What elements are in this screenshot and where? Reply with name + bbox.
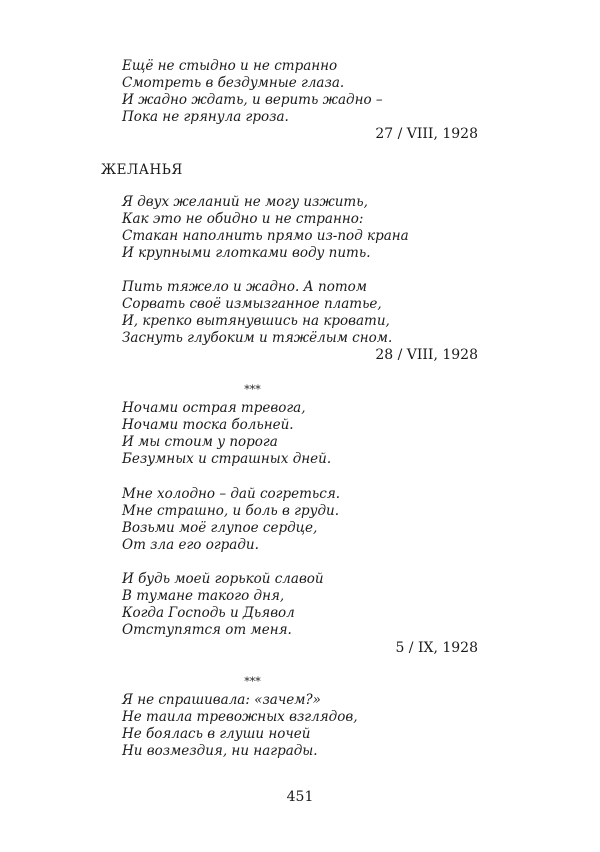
poem4-line: Не боялась в глуши ночей xyxy=(122,726,311,742)
poem2-line: И, крепко вытянувшись на кровати, xyxy=(122,313,390,329)
poem3-line: Когда Господь и Дьявол xyxy=(122,605,295,621)
poem2-line: Заснуть глубоким и тяжёлым сном. xyxy=(122,330,393,346)
poem1-date: 27 / VIII, 1928 xyxy=(375,126,478,142)
poem2-line: Сорвать своё измызганное платье, xyxy=(122,296,382,312)
poem3-line: Мне холодно – дай согреться. xyxy=(122,486,341,502)
poem3-date: 5 / IX, 1928 xyxy=(395,640,478,656)
page-number: 451 xyxy=(286,789,314,805)
poem3-line: Возьми моё глупое сердце, xyxy=(122,520,318,536)
poem4-separator: *** xyxy=(244,675,261,688)
poem3-line: Ночами острая тревога, xyxy=(122,400,306,416)
poem3-line: От зла его огради. xyxy=(122,537,259,553)
poem2-line: Стакан наполнить прямо из-под крана xyxy=(122,228,409,244)
poem3-line: Отступятся от меня. xyxy=(122,622,292,638)
poem2-line: Как это не обидно и не странно: xyxy=(122,211,364,227)
poem2-line: И крупными глотками воду пить. xyxy=(122,245,371,261)
poem2-title: ЖЕЛАНЬЯ xyxy=(101,162,183,178)
poem3-line: В тумане такого дня, xyxy=(122,588,285,604)
poem4-line: Ни возмездия, ни награды. xyxy=(122,743,318,759)
poem1-line: Ещё не стыдно и не странно xyxy=(122,58,338,74)
poem4-line: Я не спрашивала: «зачем?» xyxy=(122,692,321,708)
poem3-line: Мне страшно, и боль в груди. xyxy=(122,503,340,519)
poem1-line: Пока не грянула гроза. xyxy=(122,109,289,125)
poem3-line: И мы стоим у порога xyxy=(122,434,278,450)
poem3-separator: *** xyxy=(244,383,261,396)
poem2-line: Пить тяжело и жадно. А потом xyxy=(122,279,367,295)
poem3-line: И будь моей горькой славой xyxy=(122,571,324,587)
poem2-line: Я двух желаний не могу изжить, xyxy=(122,194,368,210)
poem3-line: Безумных и страшных дней. xyxy=(122,451,332,467)
poem1-line: Смотреть в бездумные глаза. xyxy=(122,75,345,91)
poem2-date: 28 / VIII, 1928 xyxy=(375,347,478,363)
poem3-line: Ночами тоска больней. xyxy=(122,417,294,433)
poem1-line: И жадно ждать, и верить жадно – xyxy=(122,92,383,108)
poem4-line: Не таила тревожных взглядов, xyxy=(122,709,358,725)
